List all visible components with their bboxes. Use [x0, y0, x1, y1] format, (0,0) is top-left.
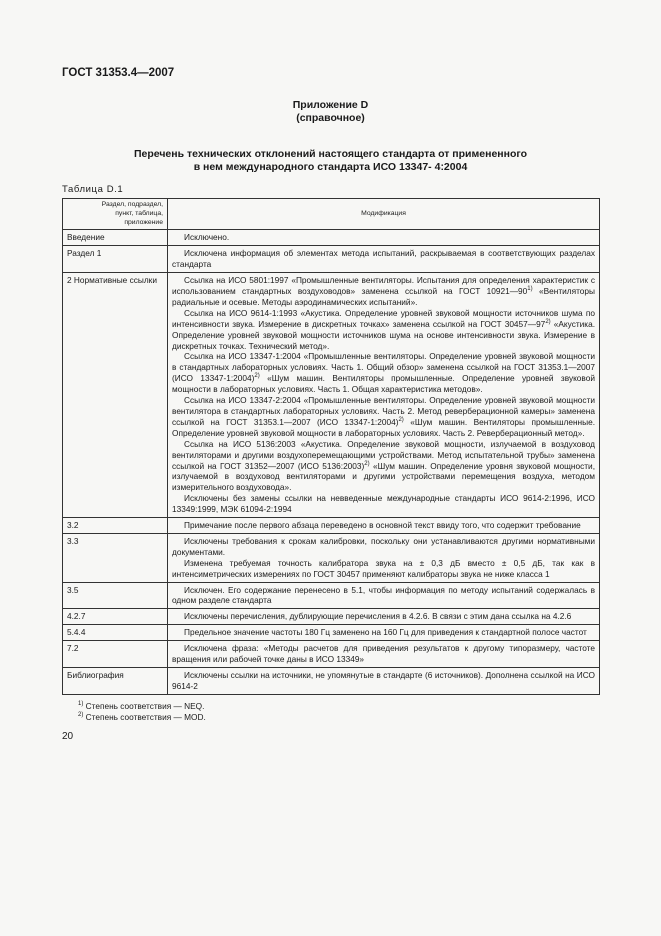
- modification-text: Изменена требуемая точность калибратора звука на ± 0,3 дБ вместо ± 0,5 дБ, так как в интенсиметрических измерениях по ГОСТ 30457 применяют калибраторы звука не ниже класса 1: [172, 557, 595, 579]
- modification-text: Примечание после первого абзаца переведено в основной текст ввиду того, что содержит требование: [184, 520, 581, 531]
- table-row: [63, 230, 600, 246]
- row-section: 3.2: [63, 518, 168, 534]
- footnotes: [78, 701, 206, 723]
- table-row: [63, 273, 600, 518]
- row-section: 5.4.4: [63, 625, 168, 641]
- modification-text: Исключены перечисления, дублирующие перечисления в 4.2.6. В связи с этим дана ссылка на 4.2.6: [184, 611, 572, 622]
- modification-text: Ссылка на ИСО 13347-2:2004 «Промышленные вентиляторы. Определение уровней звуковой мощности вентилятора в стандартных лабораторных условиях. Часть 2. Метод реверберационной камеры» заменена ссылкой на ГОСТ 31353.1—2007 (ИСО 13347-1:2004)$^{2)}$ «Шум машин. Вентиляторы промышленные. Определение уровней звуковой мощности в лабораторных условиях. Часть 2. Реверберационный метод».: [172, 395, 596, 438]
- footnote-ref: 2): [364, 460, 370, 467]
- annex-type: (справочное): [296, 112, 365, 124]
- row-section: 2 Нормативные ссылки: [63, 273, 168, 518]
- table-row: [63, 625, 600, 641]
- deviations-table: [62, 198, 600, 695]
- modification-text: Ссылка на ИСО 9614-1:1993 «Акустика. Определение уровней звуковой мощности источников шума по интенсивности звука. Измерение в дискретных точках» заменена ссылкой на ГОСТ 30457—97$^{2)}$ «Акустика. Определение уровней звуковой мощности источников шума на основе интенсивности звука. Измерение в дискретных точках. Технический метод».: [172, 307, 596, 351]
- row-section: 3.3: [63, 533, 168, 582]
- modification-text: Исключены без замены ссылки на невведенные международные стандарты ИСО 9614-2:1996, ИСО 13349:1999, МЭК 61094-2:1994: [172, 493, 595, 515]
- table-row: [63, 533, 600, 582]
- table-row: [63, 668, 600, 695]
- row-modification: [168, 625, 600, 641]
- row-modification: [168, 518, 600, 534]
- row-modification: [168, 273, 600, 518]
- page-number: 20: [62, 731, 74, 742]
- footnote: $^{2)}$ Степень соответствия — MOD.: [78, 711, 206, 722]
- row-modification: [168, 668, 600, 695]
- modification-text: Исключено.: [184, 232, 230, 243]
- annex-caption: [90, 148, 571, 174]
- modification-text: Ссылка на ИСО 13347-1:2004 «Промышленные вентиляторы. Определение уровней звуковой мощности в стандартных лабораторных условиях. Часть 1. Общий обзор» заменена ссылкой на ГОСТ 31353.1—2007 (ИСО 13347-1:2004)$^{2)}$ «Шум машин. Вентиляторы промышленные. Определение уровней звуковой мощности в лабораторных условиях. Часть 1. Общая характеристика методов».: [172, 351, 595, 395]
- table-row: [63, 609, 600, 625]
- row-modification: [168, 582, 600, 609]
- modification-text: Ссылка на ИСО 5136:2003 «Акустика. Определение звуковой мощности, излучаемой в воздуховод вентиляторами и другими воздухоперемещающими устройствами. Метод испытательной трубы» заменена ссылкой на ГОСТ 31352—2007 (ИСО 5136:2003)$^{2)}$ «Шум машин. Определение уровня звуковой мощности, излучаемой в воздуховод вентиляторами и другими устройствами перемещения воздуха, методом измерительного воздуховода».: [172, 438, 595, 493]
- table-row: [63, 641, 600, 668]
- row-section: Раздел 1: [63, 246, 168, 273]
- table-label: Таблица D.1: [62, 184, 124, 195]
- modification-text: Исключен. Его содержание перенесено в 5.1, чтобы информация по методу испытаний содержалась в одном разделе стандарта: [172, 584, 595, 606]
- modification-text: Ссылка на ИСО 5801:1997 «Промышленные вентиляторы. Испытания для определения характеристик с использованием стандартных воздуховодов» заменена ссылкой на ГОСТ 10921—90$^{1)}$ «Вентиляторы радиальные и осевые. Методы аэродинамических испытаний».: [172, 275, 595, 307]
- row-modification: [168, 246, 600, 273]
- row-section: 4.2.7: [63, 609, 168, 625]
- row-section: 7.2: [63, 641, 168, 668]
- modification-text: Исключена фраза: «Методы расчетов для приведения результатов к другому типоразмеру, частоте вращения или рабочей точке даны в ИСО 13349»: [172, 643, 595, 665]
- annex-caption-line1: Перечень технических отклонений настоящего стандарта от примененного: [133, 148, 528, 160]
- annex-title: Приложение D: [292, 99, 369, 111]
- footnote-ref: 1): [527, 286, 533, 293]
- modification-text: Исключены ссылки на источники, не упомянутые в стандарте (6 источников). Дополнена ссылкой на ИСО 9614-2: [172, 670, 595, 691]
- header-modification-cell: Модификация: [168, 199, 600, 230]
- table-header-row: [63, 199, 600, 230]
- header-section-line2: пункт, таблица,: [115, 209, 163, 217]
- row-section: Введение: [63, 230, 168, 246]
- header-section-cell: [63, 199, 168, 230]
- table-row: [63, 246, 600, 273]
- header-section-line1: Раздел, подраздел,: [101, 201, 163, 208]
- footnote: $^{1)}$ Степень соответствия — NEQ.: [78, 701, 205, 711]
- row-modification: [168, 641, 600, 668]
- modification-text: Исключена информация об элементах метода испытаний, раскрываемая в соответствующих разделах стандарта: [172, 248, 595, 270]
- row-section: 3.5: [63, 582, 168, 609]
- footnote-ref: 2): [254, 373, 260, 380]
- modification-text: Исключены требования к срокам калибровки, поскольку они устанавливаются другими нормативными документами.: [172, 535, 595, 557]
- annex-caption-line2: в нем международного стандарта ИСО 13347- 4:2004: [193, 161, 468, 173]
- footnote-ref: 2): [545, 318, 551, 325]
- table-row: [63, 518, 600, 534]
- row-modification: [168, 230, 600, 246]
- row-modification: [168, 609, 600, 625]
- header-section-line3: приложение: [124, 218, 163, 226]
- row-section: Библиография: [63, 668, 168, 695]
- row-modification: [168, 533, 600, 582]
- modification-text: Предельное значение частоты 180 Гц заменено на 160 Гц для приведения к стандартной полосе частот: [184, 627, 587, 638]
- footnote-ref: 2): [398, 417, 404, 424]
- document-code: ГОСТ 31353.4—2007: [62, 67, 175, 79]
- annex-heading: [0, 99, 661, 125]
- footnote-mark: 2): [78, 712, 84, 719]
- footnote-mark: 1): [78, 701, 84, 708]
- table-row: [63, 582, 600, 609]
